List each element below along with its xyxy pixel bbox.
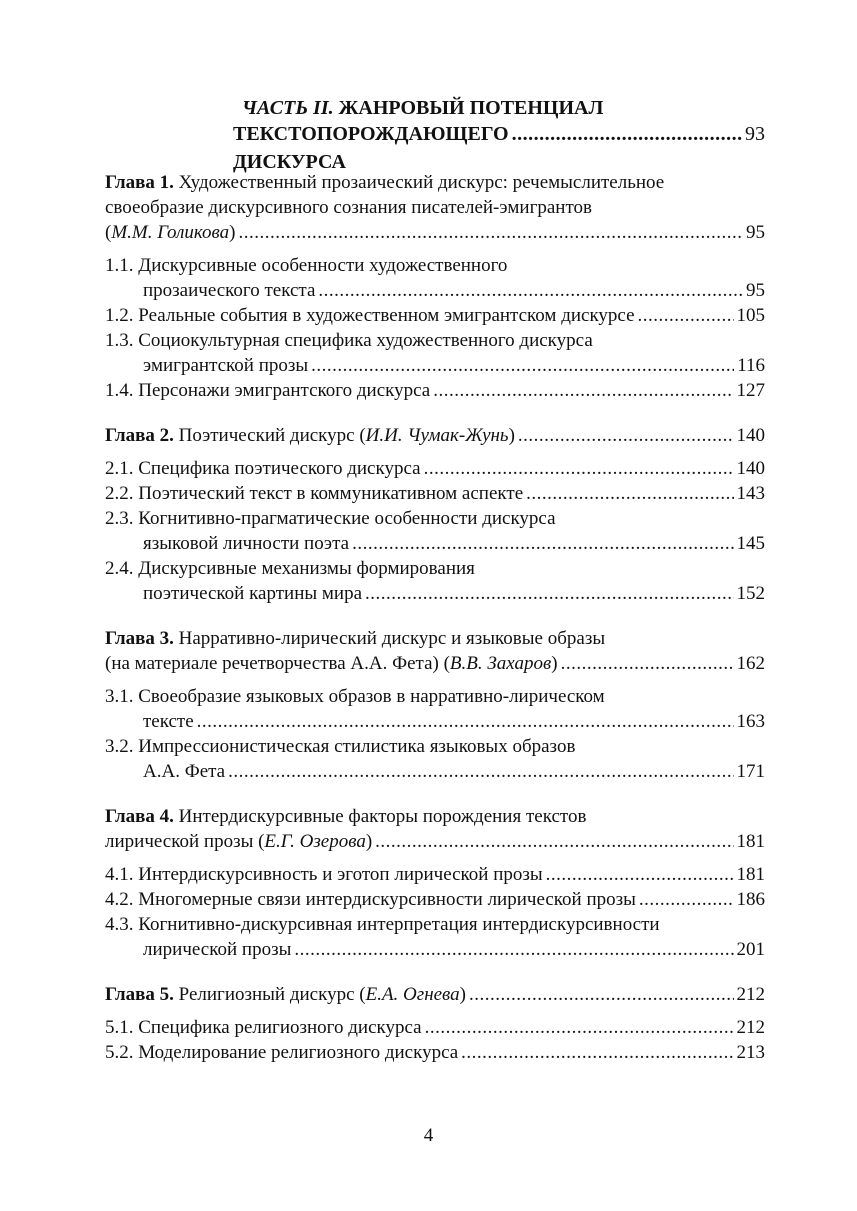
section-text-holder [143, 353, 308, 378]
section-page: 181 [736, 864, 765, 885]
section-page: 105 [736, 305, 765, 326]
chapter-title-last-line [105, 220, 765, 245]
section-entry [105, 1040, 765, 1065]
chapter-title-text: Художественный прозаический дискурс: речемыслительное [178, 172, 665, 193]
section-line [105, 709, 765, 734]
section-line [105, 1040, 765, 1065]
section-line [105, 937, 765, 962]
section-title: прозаического текста [143, 280, 316, 301]
chapter-gap [105, 606, 765, 626]
section-number: 2.3. [105, 508, 134, 529]
section-page: 116 [737, 355, 765, 376]
section-title: тексте [143, 711, 194, 732]
leader-dots [352, 531, 733, 556]
section-text-holder [143, 937, 291, 962]
chapter-title-end [105, 423, 515, 448]
section-entry [105, 1015, 765, 1040]
leader-dots [365, 581, 733, 606]
section-line [105, 581, 765, 606]
chapter-entry [105, 626, 765, 676]
section-line [105, 912, 765, 937]
chapter-title-suffix: ) [551, 653, 558, 674]
section-title: Дискурсивные механизмы формирования [138, 558, 475, 579]
section-entry [105, 887, 765, 912]
leader-dots [318, 278, 743, 303]
section-number: 4.3. [105, 914, 134, 935]
section-line [105, 759, 765, 784]
leader-dots [197, 709, 734, 734]
part-title-line1: ЖАНРОВЫЙ ПОТЕНЦИАЛ [338, 97, 604, 119]
chapter-author: Е.Г. Озерова [264, 831, 366, 852]
chapter-entry [105, 170, 765, 245]
chapter-page: 140 [736, 425, 765, 446]
section-entry [105, 253, 765, 303]
section-entry [105, 456, 765, 481]
section-title: Импрессионистическая стилистика языковых образов [138, 736, 576, 757]
chapter-title-prefix: (на материале речетворчества А.А. Фета) ( [105, 653, 450, 674]
section-title: Многомерные связи интердискурсивности лирической прозы [138, 889, 636, 910]
section-number: 1.3. [105, 330, 134, 351]
section-title: Когнитивно-прагматические особенности дискурса [138, 508, 556, 529]
leader-dots [512, 120, 742, 148]
section-title: Когнитивно-дискурсивная интерпретация интердискурсивности [138, 914, 660, 935]
chapter-label: Глава 1. [105, 172, 174, 193]
section-text-holder [143, 581, 362, 606]
chapter-entry [105, 804, 765, 854]
section-page: 213 [736, 1042, 765, 1063]
leader-dots [469, 982, 734, 1007]
section-text-holder [105, 508, 556, 529]
chapter-title-line [105, 195, 765, 220]
chapter-label: Глава 4. [105, 806, 174, 827]
chapter-author: И.И. Чумак-Жунь [365, 425, 509, 446]
chapter-title-last-line [105, 982, 765, 1007]
chapter-title-text: Интердискурсивные факторы порождения текстов [178, 806, 587, 827]
section-page: 152 [736, 583, 765, 604]
section-text-holder [105, 330, 593, 351]
section-entry [105, 328, 765, 378]
chapter-label: Глава 2. [105, 425, 174, 446]
leader-dots [639, 887, 734, 912]
section-text-holder [105, 456, 421, 481]
section-text-holder [105, 862, 543, 887]
section-page: 171 [736, 761, 765, 782]
chapter-title-prefix: ( [105, 222, 112, 243]
chapter-gap [105, 403, 765, 423]
section-title: Поэтический текст в коммуникативном аспекте [138, 483, 524, 504]
section-line [105, 1015, 765, 1040]
leader-dots [433, 378, 733, 403]
section-title: эмигрантской прозы [143, 355, 309, 376]
leader-dots [294, 937, 733, 962]
section-text-holder [105, 887, 636, 912]
section-line [105, 303, 765, 328]
section-entry [105, 556, 765, 606]
section-text-holder [105, 914, 660, 935]
section-text-holder [105, 558, 475, 579]
section-title: языковой личности поэта [143, 533, 350, 554]
section-number: 4.2. [105, 889, 134, 910]
section-number: 3.1. [105, 686, 134, 707]
leader-dots [518, 423, 734, 448]
section-line [105, 481, 765, 506]
chapter-author: Е.А. Огнева [365, 984, 460, 1005]
leader-dots [561, 651, 734, 676]
section-number: 1.1. [105, 255, 134, 276]
chapter-page: 162 [736, 653, 765, 674]
chapter-title-suffix: ) [365, 831, 373, 852]
part-title-line2: ТЕКСТОПОРОЖДАЮЩЕГО ДИСКУРСА [233, 123, 509, 173]
section-title: Моделирование религиозного дискурса [138, 1042, 459, 1063]
section-entry [105, 684, 765, 734]
section-page: 95 [746, 280, 765, 301]
section-number: 4.1. [105, 864, 134, 885]
section-title: Специфика религиозного дискурса [138, 1017, 422, 1038]
leader-dots [311, 353, 734, 378]
chapter-page: 212 [736, 984, 765, 1005]
section-entry [105, 481, 765, 506]
section-title: А.А. Фета [143, 761, 226, 782]
section-text-holder [105, 1040, 458, 1065]
section-gap [105, 245, 765, 253]
leader-dots [228, 759, 733, 784]
chapter-label: Глава 5. [105, 984, 174, 1005]
chapter-title-line [105, 804, 765, 829]
part-page: 93 [745, 123, 765, 145]
section-title: Своеобразие языковых образов в нарративно-лирическом [138, 686, 605, 707]
chapter-title-suffix: ) [229, 222, 236, 243]
chapter-page: 95 [746, 222, 765, 243]
section-number: 3.2. [105, 736, 134, 757]
section-text-holder [143, 531, 349, 556]
chapter-author: В.В. Захаров [449, 653, 552, 674]
chapter-title-suffix: ) [459, 984, 466, 1005]
chapter-author: М.М. Голикова [111, 222, 230, 243]
section-line [105, 531, 765, 556]
section-title: поэтической картины мира [143, 583, 363, 604]
section-number: 5.1. [105, 1017, 134, 1038]
chapter-title-end [105, 982, 466, 1007]
chapter-title-prefix: Поэтический дискурс ( [178, 425, 366, 446]
section-gap [105, 854, 765, 862]
chapter-title-text: Нарративно-лирический дискурс и языковые образы [178, 628, 606, 649]
chapter-title-suffix: ) [508, 425, 515, 446]
section-number: 1.2. [105, 305, 134, 326]
section-entry [105, 734, 765, 784]
section-gap [105, 676, 765, 684]
section-entry [105, 506, 765, 556]
section-gap [105, 1007, 765, 1015]
leader-dots [238, 220, 743, 245]
chapter-gap [105, 962, 765, 982]
section-entry [105, 862, 765, 887]
section-text-holder [105, 736, 575, 757]
section-page: 140 [736, 458, 765, 479]
chapter-title-line [105, 626, 765, 651]
section-entry [105, 912, 765, 962]
chapter-title-last-line [105, 423, 765, 448]
section-page: 145 [736, 533, 765, 554]
section-page: 212 [736, 1017, 765, 1038]
section-title: Дискурсивные особенности художественного [138, 255, 508, 276]
chapter-label: Глава 3. [105, 628, 174, 649]
leader-dots [425, 1015, 734, 1040]
section-line [105, 378, 765, 403]
section-text-holder [105, 686, 605, 707]
leader-dots [375, 829, 733, 854]
section-line [105, 328, 765, 353]
chapter-entry [105, 982, 765, 1007]
section-line [105, 684, 765, 709]
leader-dots [638, 303, 734, 328]
chapter-page: 181 [736, 831, 765, 852]
section-title: Реальные события в художественном эмигрантском дискурсе [138, 305, 635, 326]
section-page: 127 [736, 380, 765, 401]
section-line [105, 862, 765, 887]
section-page: 186 [736, 889, 765, 910]
leader-dots [546, 862, 734, 887]
section-line [105, 506, 765, 531]
section-title: Специфика поэтического дискурса [138, 458, 421, 479]
section-number: 2.4. [105, 558, 134, 579]
section-number: 2.2. [105, 483, 134, 504]
chapter-title-text: своеобразие дискурсивного сознания писателей-эмигрантов [105, 197, 592, 218]
chapter-title-prefix: Религиозный дискурс ( [178, 984, 366, 1005]
section-text-holder [143, 278, 315, 303]
section-title: лирической прозы [143, 939, 292, 960]
section-gap [105, 448, 765, 456]
section-line [105, 734, 765, 759]
section-number: 5.2. [105, 1042, 134, 1063]
leader-dots [461, 1040, 733, 1065]
section-title: Персонажи эмигрантского дискурса [138, 380, 431, 401]
page-number: 4 [423, 1125, 434, 1146]
chapter-gap [105, 784, 765, 804]
section-page: 201 [736, 939, 765, 960]
section-line [105, 278, 765, 303]
section-title: Социокультурная специфика художественного дискурса [138, 330, 593, 351]
section-text-holder [143, 759, 225, 784]
chapter-title-end [105, 829, 372, 854]
part-label: ЧАСТЬ II. [242, 97, 334, 119]
section-page: 143 [736, 483, 765, 504]
section-line [105, 353, 765, 378]
section-line [105, 456, 765, 481]
chapter-title-end [105, 220, 235, 245]
chapter-title-prefix: лирической прозы ( [105, 831, 265, 852]
section-number: 1.4. [105, 380, 134, 401]
leader-dots [526, 481, 733, 506]
section-line [105, 556, 765, 581]
chapter-title-line [105, 170, 765, 195]
section-page: 163 [736, 711, 765, 732]
section-entry [105, 378, 765, 403]
section-line [105, 253, 765, 278]
section-text-holder [105, 303, 635, 328]
section-line [105, 887, 765, 912]
chapter-title-end [105, 651, 558, 676]
chapter-title-last-line [105, 651, 765, 676]
section-text-holder [105, 378, 430, 403]
chapter-title-last-line [105, 829, 765, 854]
table-of-contents [105, 170, 765, 1065]
section-entry [105, 303, 765, 328]
section-text-holder [143, 709, 194, 734]
section-title: Интердискурсивность и эготоп лирической прозы [138, 864, 543, 885]
section-text-holder [105, 1015, 422, 1040]
section-text-holder [105, 255, 507, 276]
chapter-entry [105, 423, 765, 448]
section-text-holder [105, 481, 523, 506]
leader-dots [424, 456, 734, 481]
section-number: 2.1. [105, 458, 134, 479]
